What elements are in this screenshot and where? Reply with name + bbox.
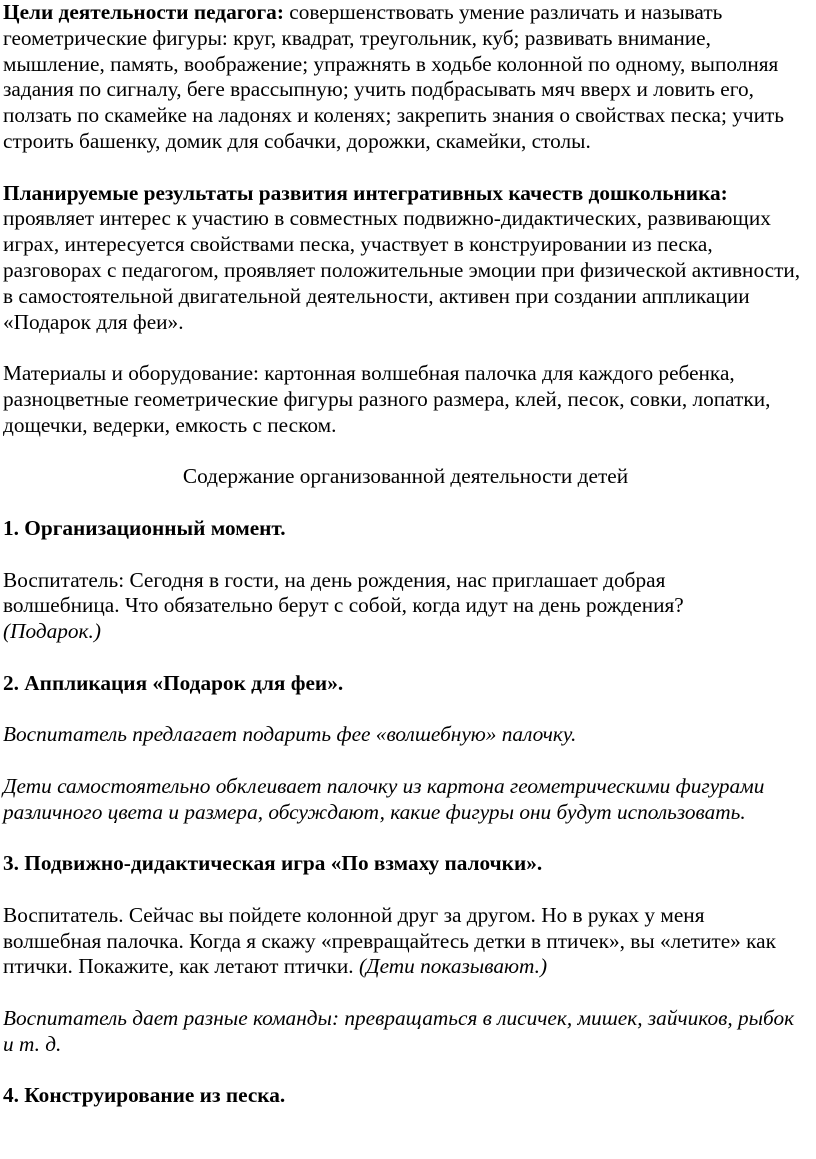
spacer	[3, 335, 808, 361]
goals-label: Цели деятельности педагога:	[3, 0, 284, 24]
section3-paragraph-1	[3, 903, 808, 980]
section1-italic: (Подарок.)	[3, 619, 101, 644]
goals-text: совершенствовать умение различать и называть геометрические фигуры: круг, квадрат, треугольник, куб; развивать внимание, мышление, память, воображение; упражнять в ходьбе колонной по одному, выполняя задания по сигналу, беге врассыпную; учить подбрасывать мяч вверх и ловить его, ползать по скамейке на ладонях и коленях; закрепить знания о свойствах песка; учить строить башенку, домик для собачки, дорожки, скамейки, столы.	[3, 0, 784, 153]
spacer	[3, 748, 808, 774]
section1-paragraph	[3, 568, 808, 645]
spacer	[3, 155, 808, 181]
content-title: Содержание организованной деятельности детей	[182, 464, 629, 489]
spacer	[3, 1058, 808, 1084]
spacer	[3, 490, 808, 516]
section1-text: Воспитатель: Сегодня в гости, на день рождения, нас приглашает добрая волшебница. Что обязательно берут с собой, когда идут на день рождения?	[3, 567, 684, 618]
section2-paragraph-1: Воспитатель предлагает подарить фее «волшебную» палочку.	[3, 722, 577, 747]
section2-heading: 2. Аппликация «Подарок для феи».	[3, 670, 344, 695]
section3-heading: 3. Подвижно-дидактическая игра «По взмаху палочки».	[3, 851, 543, 876]
section3-paragraph-2: Воспитатель дает разные команды: превращаться в лисичек, мишек, зайчиков, рыбок и т. д.	[3, 1006, 795, 1056]
spacer	[3, 542, 808, 568]
results-paragraph	[3, 181, 808, 336]
spacer	[3, 826, 808, 852]
spacer	[3, 439, 808, 465]
spacer	[3, 697, 808, 723]
materials-paragraph: Материалы и оборудование: картонная волшебная палочка для каждого ребенка, разноцветные геометрические фигуры разного размера, клей, песок, совки, лопатки, дощечки, ведерки, емкость с песком.	[3, 361, 771, 437]
section1-heading: 1. Организационный момент.	[3, 515, 286, 540]
spacer	[3, 980, 808, 1006]
spacer	[3, 877, 808, 903]
section2-paragraph-2: Дети самостоятельно обклеивает палочку из картона геометрическими фигурами различного цвета и размера, обсуждают, какие фигуры они будут использовать.	[3, 773, 765, 824]
section3-italic: (Дети показывают.)	[353, 954, 548, 979]
section4-heading: 4. Конструирование из песка.	[3, 1083, 286, 1108]
goals-paragraph	[3, 0, 808, 155]
spacer	[3, 645, 808, 671]
section3-text: Воспитатель. Сейчас вы пойдете колонной друг за другом. Но в руках у меня волшебная палочка. Когда я скажу «превращайтесь детки в птичек», вы «летите» как птички. Покажите, как летают птички.	[3, 902, 776, 979]
results-label: Планируемые результаты развития интегративных качеств дошкольника:	[3, 180, 728, 205]
results-text: проявляет интерес к участию в совместных подвижно-дидактических, развивающих играх, интересуется свойствами песка, участвует в конструировании из песка, разговорах с педагогом, проявляет положительные эмоции при физической активности, в самостоятельной двигательной деятельности, активен при создании аппликации «Подарок для феи».	[3, 206, 801, 334]
